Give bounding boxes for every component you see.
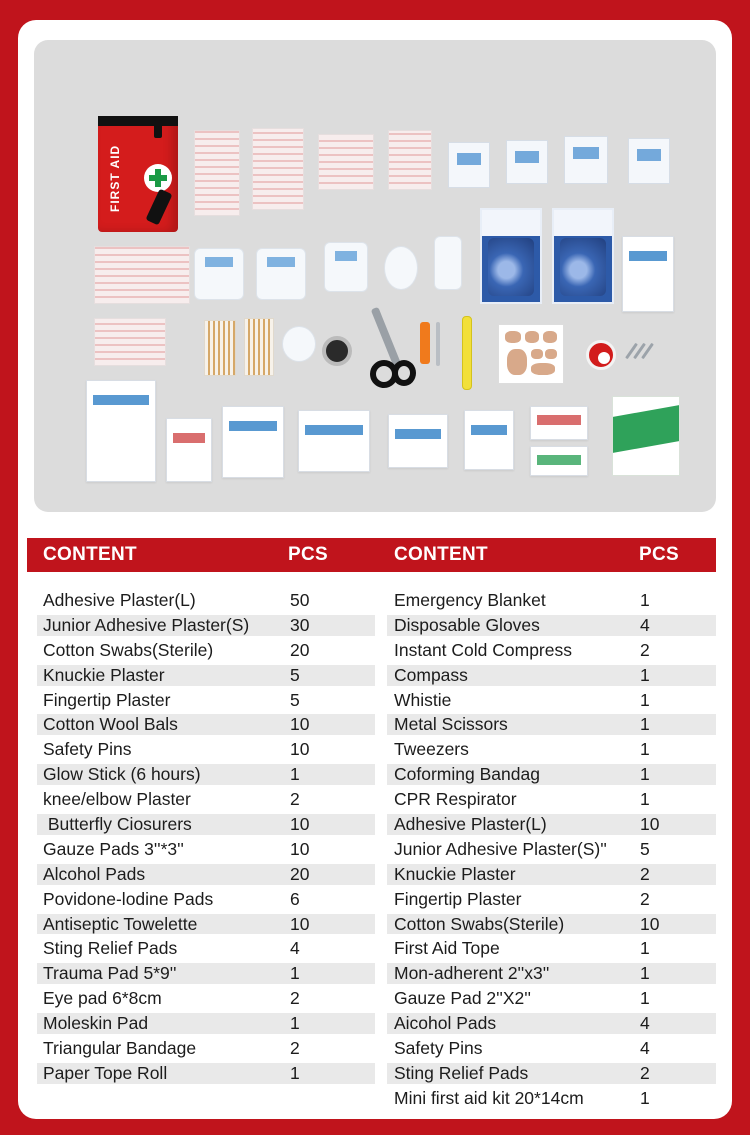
right-item-name: Whistie (394, 689, 452, 710)
contents-table (27, 538, 716, 1111)
left-item-name: Triangular Bandage (43, 1038, 197, 1059)
left-item-pcs: 50 (290, 590, 310, 610)
kit-contents-photo (34, 40, 716, 512)
product-card (18, 20, 732, 1119)
right-item-pcs: 1 (640, 764, 650, 785)
gauze-pad (222, 406, 284, 478)
right-item-pcs: 1 (640, 689, 650, 710)
left-item-name: Eye pad 6*8cm (43, 988, 162, 1009)
table-row (27, 912, 716, 937)
table-body (27, 588, 716, 1111)
right-item-name: First Aid Tope (394, 938, 500, 959)
right-item-name: Sting Relief Pads (394, 1062, 529, 1083)
left-item-pcs: 6 (290, 888, 300, 909)
adhesive-plaster-pack (318, 134, 374, 190)
triangular-bandage-pack (256, 248, 306, 300)
left-item-name: Safety Pins (43, 739, 132, 760)
header-content-left: CONTENT (43, 544, 137, 565)
left-item-pcs: 1 (290, 764, 300, 785)
moleskin-pad (498, 324, 564, 384)
table-row (27, 837, 716, 862)
right-item-name: Compass (394, 664, 468, 685)
table-row (27, 1061, 716, 1086)
left-item-name: Cotton Wool Bals (43, 714, 178, 735)
medical-cross-icon (144, 164, 172, 192)
instant-ice-pack (552, 208, 614, 304)
gauze-pad (298, 410, 370, 472)
right-item-pcs: 2 (640, 1062, 650, 1083)
left-item-pcs: 1 (290, 1013, 300, 1034)
left-item-pcs: 20 (290, 863, 310, 884)
cotton-wool-sachet (448, 142, 490, 188)
tweezers (436, 322, 440, 366)
table-row (27, 688, 716, 713)
pouch-label: FIRST AID (108, 144, 122, 212)
table-row (27, 812, 716, 837)
adhesive-plaster-pack (388, 130, 432, 190)
left-item-name: Moleskin Pad (43, 1013, 149, 1034)
cotton-wool-sachet (564, 136, 608, 184)
right-item-pcs: 1 (640, 590, 650, 610)
left-item-pcs: 2 (290, 988, 300, 1009)
right-item-pcs: 4 (640, 614, 650, 635)
right-item-pcs: 1 (640, 714, 650, 735)
sting-relief-pad (530, 406, 588, 440)
left-item-pcs: 2 (290, 1038, 300, 1059)
table-row (27, 1011, 716, 1036)
table-row (27, 787, 716, 812)
scissors-handle (392, 360, 416, 386)
table-row (27, 1086, 716, 1111)
emergency-blanket-pack (622, 236, 674, 312)
left-item-name: Trauma Pad 5*9'' (43, 963, 177, 984)
right-item-pcs: 2 (640, 639, 650, 660)
left-item-pcs: 10 (290, 913, 310, 934)
table-row (27, 737, 716, 762)
first-aid-kit-card (612, 396, 680, 476)
whistle (420, 322, 430, 364)
cpr-respirator (384, 246, 418, 290)
left-item-pcs: 1 (290, 963, 300, 984)
left-item-name: Adhesive Plaster(L) (43, 590, 196, 610)
table-row (27, 638, 716, 663)
table-row (27, 762, 716, 787)
left-item-name: Alcohol Pads (43, 863, 146, 884)
right-item-pcs: 10 (640, 913, 660, 934)
table-row (27, 887, 716, 912)
adhesive-plaster-pack (252, 128, 304, 210)
table-row (27, 961, 716, 986)
left-item-pcs: 5 (290, 664, 300, 685)
sting-relief-pad (530, 446, 588, 476)
table-row (27, 663, 716, 688)
right-item-name: Junior Adhesive Plaster(S)'' (394, 838, 607, 859)
right-item-name: Fingertip Plaster (394, 888, 522, 909)
right-item-pcs: 1 (640, 938, 650, 959)
left-item-name: Fingertip Plaster (43, 689, 171, 710)
right-item-name: Aicohol Pads (394, 1013, 497, 1034)
right-item-name: Coforming Bandag (394, 764, 540, 785)
right-item-pcs: 1 (640, 963, 650, 984)
table-row (27, 712, 716, 737)
left-item-pcs: 2 (290, 789, 300, 810)
cotton-swabs-pack (244, 318, 274, 376)
right-item-name: Cotton Swabs(Sterile) (394, 913, 565, 934)
left-item-name: Knuckie Plaster (43, 664, 165, 685)
left-item-pcs: 10 (290, 739, 310, 760)
left-item-pcs: 5 (290, 689, 300, 710)
adhesive-plaster-strip (94, 246, 190, 304)
right-item-pcs: 1 (640, 988, 650, 1009)
table-row (27, 588, 716, 613)
right-item-pcs: 5 (640, 838, 650, 859)
left-item-pcs: 10 (290, 714, 310, 735)
left-item-name: Butterfly Ciosurers (43, 814, 192, 835)
left-item-name: Gauze Pads 3''*3'' (43, 838, 184, 859)
conforming-bandage (434, 236, 462, 290)
right-item-name: Mon-adherent 2''x3'' (394, 963, 550, 984)
right-item-name: Emergency Blanket (394, 590, 546, 610)
table-header (27, 538, 716, 572)
adhesive-plaster-pack (194, 130, 240, 216)
left-item-pcs: 10 (290, 814, 310, 835)
safety-pins (624, 340, 658, 364)
glow-stick (462, 316, 472, 390)
non-adherent-pad (388, 414, 448, 468)
left-item-name: Paper Tope Roll (43, 1062, 168, 1083)
header-pcs-left: PCS (288, 544, 328, 565)
right-item-pcs: 1 (640, 789, 650, 810)
table-row (27, 613, 716, 638)
left-item-name: Antiseptic Towelette (43, 913, 198, 934)
right-item-pcs: 10 (640, 814, 660, 835)
left-item-pcs: 1 (290, 1062, 300, 1083)
right-item-pcs: 1 (640, 664, 650, 685)
right-item-name: Metal Scissors (394, 714, 508, 735)
left-item-pcs: 10 (290, 838, 310, 859)
alcohol-pad (464, 410, 514, 470)
left-item-pcs: 30 (290, 614, 310, 635)
left-item-name: knee/elbow Plaster (43, 789, 191, 810)
left-item-name: Glow Stick (6 hours) (43, 764, 201, 785)
disposable-gloves-pack (324, 242, 368, 292)
right-item-name: Safety Pins (394, 1038, 483, 1059)
right-item-name: Disposable Gloves (394, 614, 540, 635)
right-item-name: Mini first aid kit 20*14cm (394, 1087, 584, 1108)
first-aid-pouch (98, 116, 178, 232)
right-item-pcs: 1 (640, 739, 650, 760)
header-pcs-right: PCS (639, 544, 679, 565)
table-row (27, 862, 716, 887)
eye-pad (166, 418, 212, 482)
compass-icon (322, 336, 352, 366)
right-item-name: Knuckie Plaster (394, 863, 516, 884)
instant-ice-pack (480, 208, 542, 304)
triangular-bandage-pack (194, 248, 244, 300)
left-item-name: Sting Relief Pads (43, 938, 178, 959)
right-item-name: CPR Respirator (394, 789, 517, 810)
right-item-pcs: 1 (640, 1087, 650, 1108)
knuckle-plaster-pack (94, 318, 166, 366)
table-row (27, 936, 716, 961)
right-item-pcs: 2 (640, 863, 650, 884)
table-row (27, 986, 716, 1011)
scissors-blade (371, 307, 402, 367)
left-item-name: Povidone-lodine Pads (43, 888, 214, 909)
right-item-pcs: 4 (640, 1038, 650, 1059)
header-content-right: CONTENT (394, 544, 488, 565)
right-item-name: Instant Cold Compress (394, 639, 572, 660)
left-item-name: Junior Adhesive Plaster(S) (43, 614, 250, 635)
table-row (27, 1036, 716, 1061)
paper-tape-roll (586, 340, 616, 370)
cotton-wool-sachet (506, 140, 548, 184)
cotton-balls (282, 326, 316, 362)
right-item-name: Gauze Pad 2''X2'' (394, 988, 531, 1009)
abdominal-pad (86, 380, 156, 482)
cotton-swabs-pack (204, 320, 236, 376)
cotton-wool-sachet (628, 138, 670, 184)
left-item-pcs: 20 (290, 639, 310, 660)
left-item-pcs: 4 (290, 938, 300, 959)
right-item-pcs: 4 (640, 1013, 650, 1034)
right-item-pcs: 2 (640, 888, 650, 909)
right-item-name: Tweezers (394, 739, 469, 760)
left-item-name: Cotton Swabs(Sterile) (43, 639, 214, 660)
right-item-name: Adhesive Plaster(L) (394, 814, 547, 835)
